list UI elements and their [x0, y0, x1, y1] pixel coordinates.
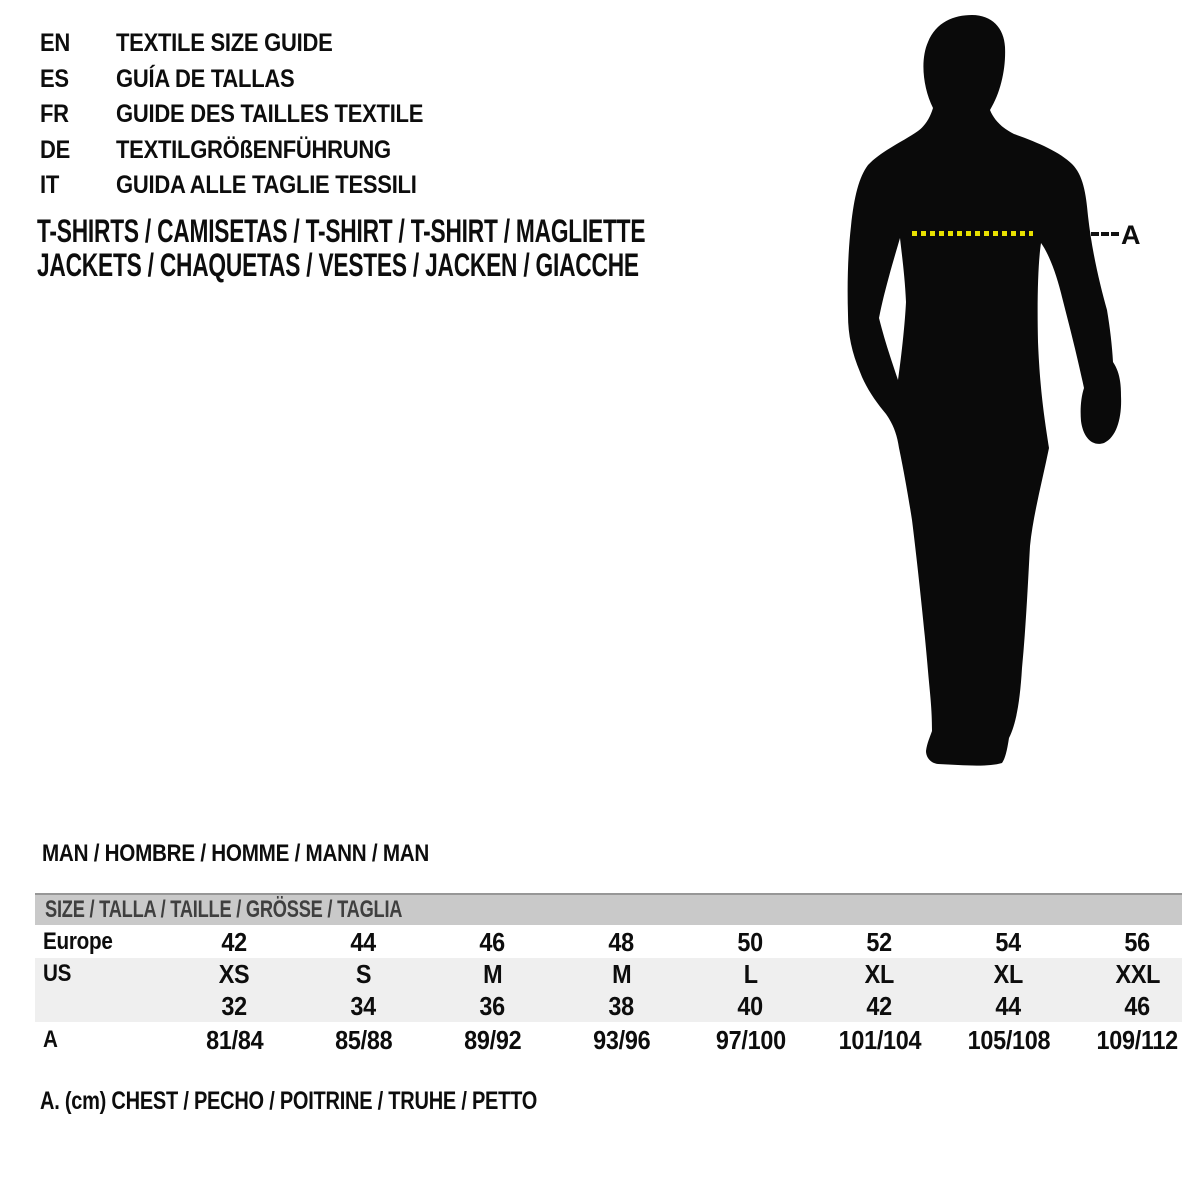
size-cell: 44	[350, 926, 377, 957]
size-row-label: A	[43, 1026, 58, 1053]
language-guide-list	[40, 26, 465, 204]
language-title: TEXTILGRÖßENFÜHRUNG	[116, 135, 391, 164]
language-row	[40, 133, 465, 169]
size-cell: XXL	[1115, 959, 1160, 989]
size-cell: 85/88	[334, 1025, 393, 1055]
measure-point-label: A	[1121, 220, 1141, 250]
size-cell: XL	[864, 959, 895, 989]
size-cell: 36	[479, 991, 506, 1021]
product-line: T-SHIRTS / CAMISETAS / T-SHIRT / T-SHIRT / MAGLIETTE	[37, 213, 646, 249]
language-title: TEXTILE SIZE GUIDE	[116, 29, 333, 57]
size-cell: 38	[608, 991, 635, 1021]
size-row-chest	[35, 1022, 1182, 1058]
man-silhouette	[820, 0, 1200, 800]
size-cell: 40	[737, 991, 764, 1021]
size-cell: XS	[219, 959, 250, 989]
measure-connector-line	[1091, 232, 1119, 236]
size-table	[35, 893, 1182, 1058]
language-title: GUIDA ALLE TAGLIE TESSILI	[116, 171, 417, 199]
language-row	[40, 97, 465, 133]
size-cell: 81/84	[205, 1025, 264, 1055]
size-row-label: Europe	[43, 927, 113, 955]
size-row-label	[35, 994, 170, 1018]
measurement-legend: A. (cm) CHEST / PECHO / POITRINE / TRUHE / PETTO	[40, 1087, 538, 1115]
language-code: FR	[40, 100, 69, 128]
language-row	[40, 62, 465, 98]
size-cell: 101/104	[838, 1025, 921, 1055]
language-code: ES	[40, 64, 69, 93]
language-code: EN	[40, 29, 71, 57]
language-code: DE	[40, 135, 71, 164]
chest-measure-line	[912, 231, 1033, 236]
size-row-numeric	[35, 990, 1182, 1022]
size-cell: 46	[1124, 991, 1151, 1021]
size-cell: 48	[608, 926, 635, 957]
size-cell: 42	[866, 991, 893, 1021]
size-cell: 52	[866, 926, 893, 957]
size-cell: 50	[737, 926, 764, 957]
size-cell: S	[355, 959, 372, 989]
size-cell: 105/108	[967, 1025, 1050, 1055]
size-cell: 42	[221, 926, 248, 957]
language-title: GUIDE DES TAILLES TEXTILE	[116, 100, 424, 128]
product-line: JACKETS / CHAQUETAS / VESTES / JACKEN / GIACCHE	[37, 247, 639, 283]
size-row-europe	[35, 925, 1182, 958]
size-cell: 32	[221, 991, 248, 1021]
language-code: IT	[40, 171, 60, 199]
section-title-man: MAN / HOMBRE / HOMME / MANN / MAN	[42, 840, 430, 867]
size-cell: XL	[993, 959, 1024, 989]
size-cell: 93/96	[592, 1025, 651, 1055]
size-cell: 34	[350, 991, 377, 1021]
product-categories	[37, 214, 894, 282]
size-cell: 54	[995, 926, 1022, 957]
size-cell: M	[482, 959, 503, 989]
size-cell: 56	[1124, 926, 1151, 957]
size-cell: M	[611, 959, 632, 989]
language-row	[40, 168, 465, 204]
size-cell: L	[743, 959, 758, 989]
size-cell: 89/92	[463, 1025, 522, 1055]
language-row	[40, 26, 465, 62]
size-table-header: SIZE / TALLA / TAILLE / GRÖSSE / TAGLIA	[35, 893, 1182, 925]
size-cell: 97/100	[715, 1025, 786, 1055]
size-cell: 44	[995, 991, 1022, 1021]
size-row-label: US	[43, 960, 72, 987]
language-title: GUÍA DE TALLAS	[116, 64, 295, 93]
size-cell: 46	[479, 926, 506, 957]
size-cell: 109/112	[1096, 1025, 1179, 1055]
size-row-us	[35, 958, 1182, 990]
